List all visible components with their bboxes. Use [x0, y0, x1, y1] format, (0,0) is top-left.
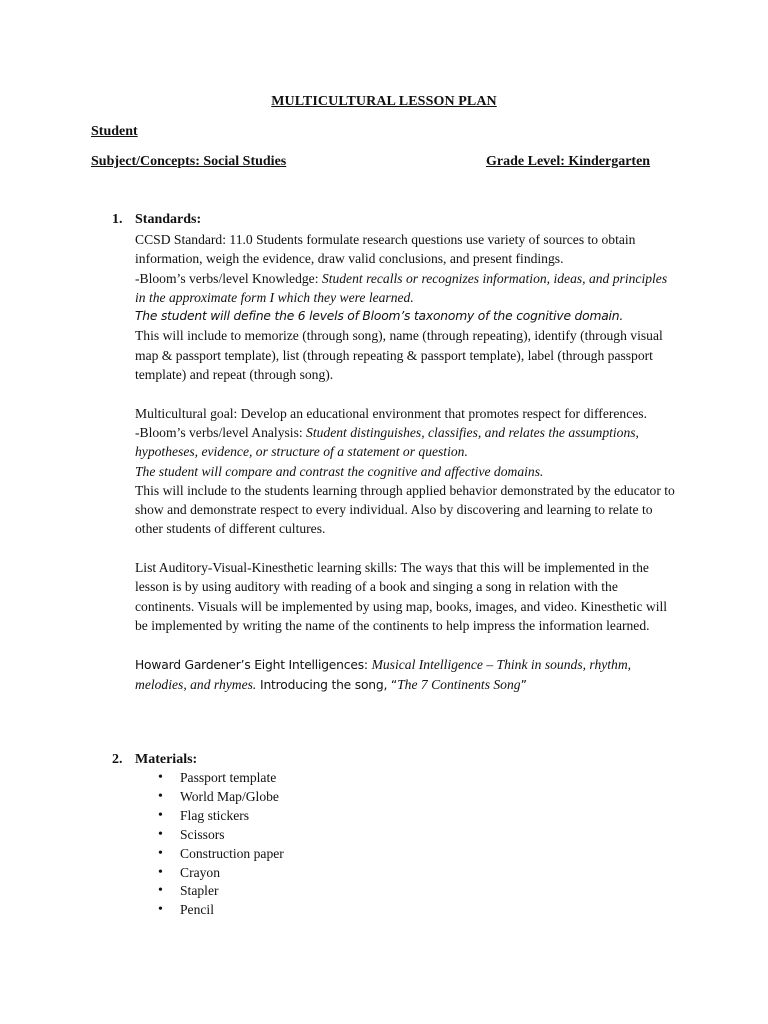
list-item: • Flag stickers — [158, 807, 284, 826]
ccsd-standard: CCSD Standard: 11.0 Students formulate research questions use variety of sources to obtain information, weigh the evidence, draw valid conclusions, and present findings. — [135, 232, 636, 267]
bloom-knowledge-description: Student recalls or recognizes information, ideas, and principles in the approximate form I which they were learned. — [135, 270, 668, 305]
list-item: • Construction paper — [158, 845, 284, 864]
materials-list — [158, 769, 284, 920]
gardner-prefix: Howard Gardener’s Eight Intelligences: — [135, 657, 372, 672]
gardner-intro: Introducing the song, “ — [256, 677, 398, 692]
materials-number: 2. — [112, 752, 123, 767]
gardner-intelligences — [135, 655, 675, 696]
gardner-close-quote: ” — [520, 677, 527, 692]
list-item: • World Map/Globe — [158, 788, 284, 807]
bloom-analysis — [135, 423, 675, 462]
song-title: The 7 Continents Song — [397, 676, 521, 692]
standards-number: 1. — [112, 212, 123, 227]
analysis-include: This will include to the students learning through applied behavior demonstrated by the educator to show and demonstrate respect to every individual. Also by discovering and learning to relate to other students of different cultures. — [135, 482, 675, 537]
list-item: • Scissors — [158, 826, 284, 845]
materials-heading: Materials: — [135, 752, 198, 767]
list-item: • Pencil — [158, 901, 284, 920]
bloom-knowledge-prefix: -Bloom’s verbs/level Knowledge: — [135, 270, 322, 286]
subject-concepts: Subject/Concepts: Social Studies — [91, 154, 287, 169]
bloom-analysis-description: Student distinguishes, classifies, and relates the assumptions, hypotheses, evidence, or structure of a statement or question. — [135, 424, 639, 460]
standards-heading: Standards: — [135, 212, 202, 227]
list-item: • Passport template — [158, 769, 284, 788]
grade-level: Grade Level: Kindergarten — [486, 154, 651, 169]
bloom-objective: The student will define the 6 levels of Bloom’s taxonomy of the cognitive domain. — [135, 309, 624, 324]
multicultural-goal: Multicultural goal: Develop an educational environment that promotes respect for differences. — [135, 405, 647, 421]
list-item: • Crayon — [158, 864, 284, 883]
bloom-analysis-prefix: -Bloom’s verbs/level Analysis: — [135, 424, 307, 440]
student-label: Student — [91, 124, 138, 139]
knowledge-include: This will include to memorize (through song), name (through repeating), identify (through visual map & passport template), list (through repeating & passport template), label (through passport template) and repeat (through song). — [135, 328, 663, 383]
bloom-knowledge — [135, 269, 675, 308]
gardner-intelligence: Musical Intelligence – Think in sounds, rhythm, melodies, and rhymes. — [135, 656, 632, 692]
standards-body — [135, 230, 675, 695]
page-title: MULTICULTURAL LESSON PLAN — [271, 94, 497, 109]
avk-learning-skills: List Auditory-Visual-Kinesthetic learning skills: The ways that this will be implemented in the lesson is by using auditory with reading of a book and singing a song in relation with the continents. Visuals will be implemented by using map, books, images, and video. Kinesthetic will be implemented by writing the name of the continents to help impress the information learned. — [135, 560, 668, 633]
list-item: • Stapler — [158, 882, 284, 901]
analysis-objective: The student will compare and contrast the cognitive and affective domains. — [135, 463, 544, 479]
